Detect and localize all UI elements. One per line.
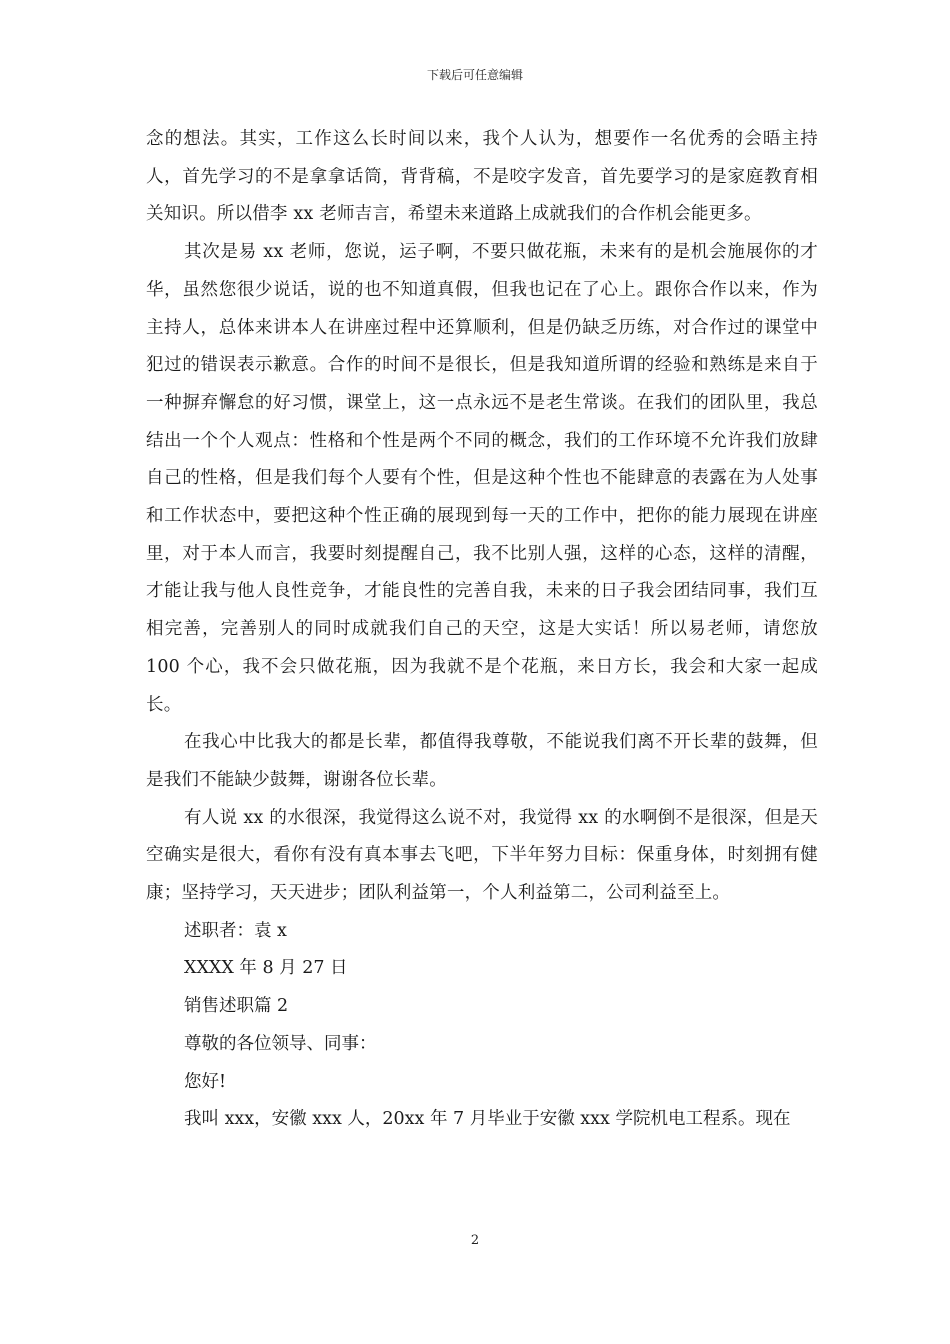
paragraph-continuation: 念的想法。其实，工作这么长时间以来，我个人认为，想要作一名优秀的会晤主持人，首先学习的不是拿拿话筒，背背稿，不是咬字发音，首先要学习的是家庭教育相关知识。所以借李 xx 老师吉言，希望未来道路上成就我们的合作机会能更多。 (146, 129, 818, 225)
page-header: 下载后可任意编辑 (426, 68, 523, 82)
section-title: 销售述职篇 2 (184, 996, 289, 1017)
hello-line: 您好! (184, 1071, 227, 1092)
page-number: 2 (470, 1233, 480, 1248)
paragraph-goals: 有人说 xx 的水很深，我觉得这么说不对，我觉得 xx 的水啊倒不是很深，但是天空确实是很大，看你有没有真本事去飞吧，下半年努力目标：保重身体，时刻拥有健康；坚持学习，天天进步；团队利益第一，个人利益第二，公司利益至上。 (146, 807, 818, 904)
greeting-line: 尊敬的各位领导、同事： (184, 1033, 377, 1054)
signature-date: XXXX 年 8 月 27 日 (184, 958, 348, 979)
document-body (146, 121, 818, 1139)
signature-author: 述职者：袁 x (184, 920, 287, 941)
intro-line: 我叫 xxx，安徽 xxx 人，20xx 年 7 月毕业于安徽 xxx 学院机电工程系。现在 (184, 1109, 791, 1130)
paragraph-elders: 在我心中比我大的都是长辈，都值得我尊敬，不能说我们离不开长辈的鼓舞，但是我们不能缺少鼓舞，谢谢各位长辈。 (146, 732, 818, 790)
paragraph-teacher-yi: 其次是易 xx 老师，您说，运子啊，不要只做花瓶，未来有的是机会施展你的才华，虽然您很少说话，说的也不知道真假，但我也记在了心上。跟你合作以来，作为主持人，总体来讲本人在讲座过程中还算顺利，但是仍缺乏历练，对合作过的课堂中犯过的错误表示歉意。合作的时间不是很长，但是我知道所谓的经验和熟练是来自于一种摒弃懈怠的好习惯，课堂上，这一点永远不是老生常谈。在我们的团队里，我总结出一个个人观点：性格和个性是两个不同的概念，我们的工作环境不允许我们放肆自己的性格，但是我们每个人要有个性，但是这种个性也不能肆意的表露在为人处事和工作状态中，要把这种个性正确的展现到每一天的工作中，把你的能力展现在讲座里，对于本人而言，我要时刻提醒自己，我不比别人强，这样的心态，这样的清醒，才能让我与他人良性竞争，才能良性的完善自我，未来的日子我会团结同事，我们互相完善，完善别人的同时成就我们自己的天空，这是大实话！所以易老师，请您放 100 个心，我不会只做花瓶，因为我就不是个花瓶，来日方长，我会和大家一起成长。 (146, 242, 818, 715)
